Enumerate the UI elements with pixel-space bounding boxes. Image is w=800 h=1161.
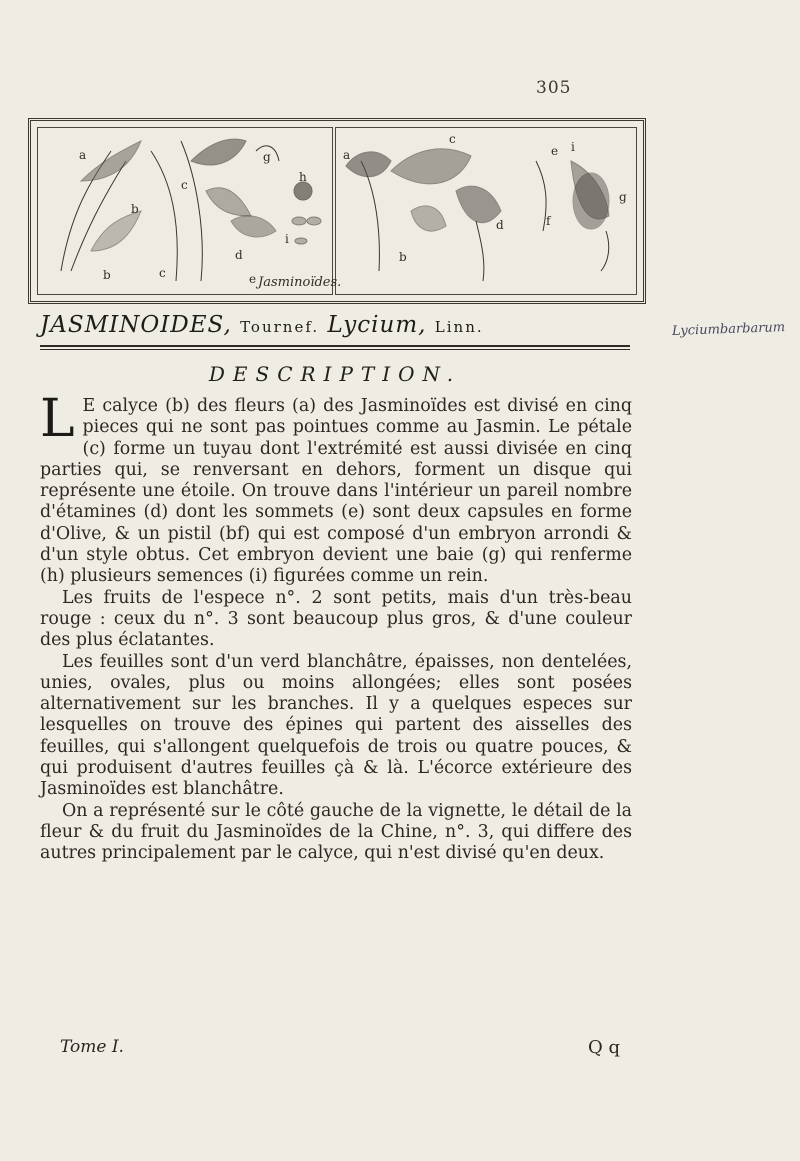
footer-signature-mark: Q q [587, 1037, 620, 1058]
plate-letter-i-right: i [571, 140, 575, 154]
plate-letter-h-left: h [299, 170, 307, 184]
heading-synonym: Lycium, [327, 312, 427, 338]
heading-author-linnaeus: Linn. [434, 318, 484, 336]
plate-letter-c-right: c [449, 132, 456, 146]
section-title: DESCRIPTION. [208, 362, 462, 386]
paragraph-2: Les fruits de l'espece n°. 2 sont petits, mais d'un très-beau rouge : ceux du n°. 3 sont beaucoup plus gros, & d'une couleur des plus éclatantes. [40, 587, 632, 651]
paragraph-4: On a représenté sur le côté gauche de la vignette, le détail de la fleur & du fruit du Jasminoïdes de la Chine, n°. 3, qui differe des autres principalement par le calyce, qui n'est divisé qu'en deux. [40, 800, 632, 864]
plate-letter-f-right: f [546, 214, 551, 228]
plate-letter-c2-left: c [159, 266, 166, 280]
plate-letter-g-left: g [263, 150, 271, 164]
plate-letter-c-left: c [181, 178, 188, 192]
plate-letter-a-left: a [79, 148, 87, 162]
plate-caption: Jasminoïdes. [258, 275, 342, 290]
heading-author-tournefort: Tournef. [240, 318, 320, 336]
footer-tome: Tome I. [60, 1037, 124, 1057]
heading-rule [40, 345, 630, 347]
plate-letter-g-right: g [619, 190, 627, 204]
paragraph-1-text: E calyce (b) des fleurs (a) des Jasminoïdes est divisé en cinq pieces qui ne sont pas pointues comme au Jasmin. Le pétale (c) forme un tuyau dont l'extrémité est aussi divisée en cinq parties qui, se renversant en dehors, forment un disque qui représente une étoile. On trouve dans l'intérieur un pareil nombre d'étamines (d) dont les sommets (e) sont deux capsules en forme d'Olive, & un pistil (bf) qui est composé d'un embryon arrondi & d'un style obtus. Cet embryon devient une baie (g) qui renferme (h) plusieurs semences (i) figurées comme un rein. [40, 396, 632, 587]
drop-cap: L [40, 389, 75, 449]
plate-illustration [31, 121, 643, 301]
page-number: 305 [536, 78, 572, 98]
plate-letter-e-left: e [249, 272, 257, 286]
plate-letter-e-right: e [551, 144, 559, 158]
handwritten-annotation: Lyciumbarbarum [671, 320, 786, 339]
heading-title: JASMINOIDES, [40, 312, 232, 338]
plate-letter-i-left: i [285, 232, 289, 246]
plate-letter-b2-left: b [103, 268, 111, 282]
page-footer [60, 1037, 620, 1061]
plate-letter-a-right: a [343, 148, 351, 162]
paragraph-3: Les feuilles sont d'un verd blanchâtre, épaisses, non dentelées, unies, ovales, plus ou moins allongées; elles sont posées alternativement sur les branches. Il y a quelques especes sur lesquelles on trouve des épines qui partent des aisselles des feuilles, qui s'allongent quelquefois de trois ou quatre pouces, & qui produisent d'autres feuilles çà & là. L'écorce extérieure des Jasminoïdes est blanchâtre. [40, 651, 632, 800]
article-heading [40, 312, 484, 338]
plate-letter-b-right: b [399, 250, 407, 264]
plate-letter-d-left: d [235, 248, 243, 262]
heading-rule-thin [40, 349, 630, 350]
plate-letter-b-left: b [131, 202, 139, 216]
description-text [40, 389, 632, 865]
paragraph-1 [40, 389, 632, 588]
plate-letter-d-right: d [496, 218, 504, 232]
